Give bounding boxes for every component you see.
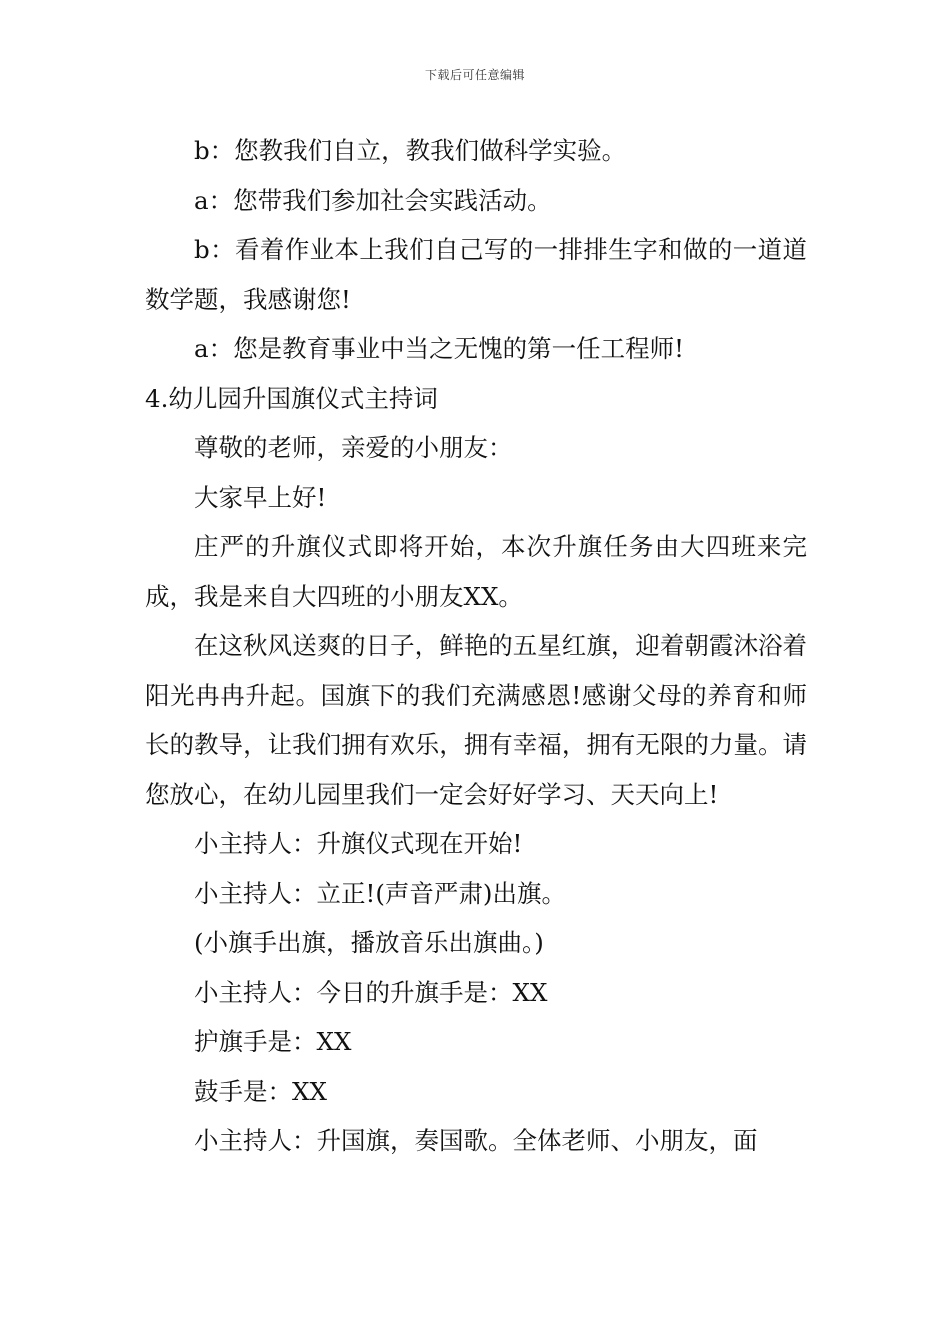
paragraph: 大家早上好! — [194, 482, 327, 512]
paragraph: b：看着作业本上我们自己写的一排排生字和做的一道道数学题，我感谢您! — [145, 235, 807, 314]
paragraph: a：您是教育事业中当之无愧的第一任工程师! — [194, 334, 684, 363]
paragraph: a：您带我们参加社会实践活动。 — [194, 185, 552, 215]
paragraph: 鼓手是：XX — [194, 1076, 327, 1106]
section-heading: 4.幼儿园升国旗仪式主持词 — [145, 383, 438, 413]
paragraph: (小旗手出旗，播放音乐出旗曲。) — [194, 928, 544, 957]
paragraph: 庄严的升旗仪式即将开始，本次升旗任务由大四班来完成，我是来自大四班的小朋友XX。 — [145, 532, 807, 611]
paragraph: 小主持人：升旗仪式现在开始! — [194, 829, 523, 858]
paragraph: 在这秋风送爽的日子，鲜艳的五星红旗，迎着朝霞沐浴着阳光冉冉升起。国旗下的我们充满感恩!感谢父母的养育和师长的教导，让我们拥有欢乐，拥有幸福，拥有无限的力量。请您放心，在幼儿园里我们一定会好好学习、天天向上! — [145, 631, 807, 809]
paragraph: b：您教我们自立，教我们做科学实验。 — [194, 136, 627, 165]
document-body — [145, 126, 807, 1166]
paragraph: 小主持人：升国旗，奏国歌。全体老师、小朋友，面 — [194, 1126, 758, 1155]
page-header-note: 下载后可任意编辑 — [424, 68, 525, 82]
paragraph: 护旗手是：XX — [194, 1027, 352, 1056]
paragraph: 小主持人：立正!(声音严肃)出旗。 — [194, 878, 566, 908]
paragraph: 小主持人：今日的升旗手是：XX — [194, 977, 548, 1007]
paragraph: 尊敬的老师，亲爱的小朋友： — [194, 433, 513, 462]
